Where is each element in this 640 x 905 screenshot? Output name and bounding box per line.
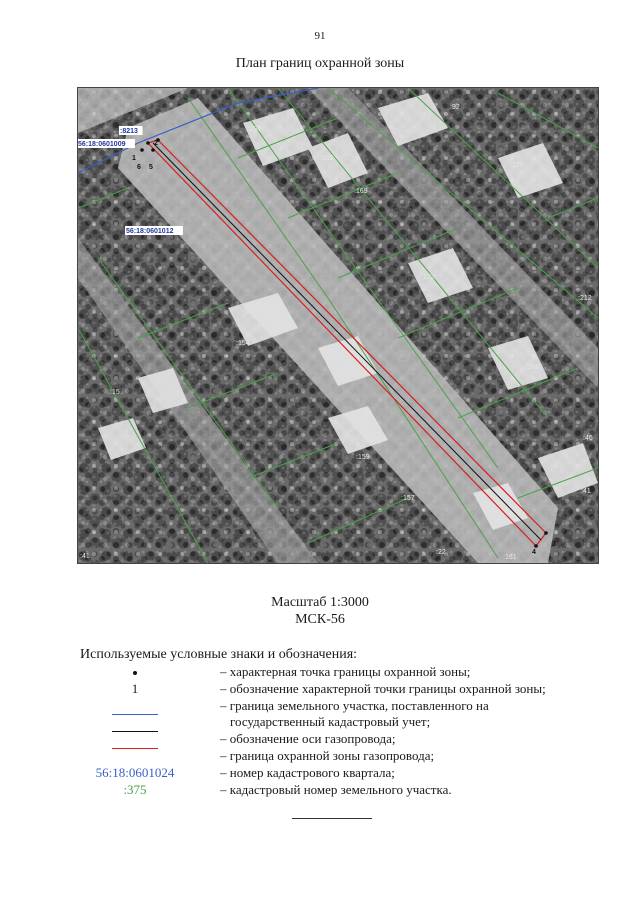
parcel-label: :159 (356, 454, 370, 461)
point-label: 1 (132, 155, 136, 162)
legend-desc: – номер кадастрового квартала; (220, 765, 395, 780)
legend-item-zone (80, 748, 620, 764)
legend-symbol-text: 56:18:0601024 (95, 765, 175, 780)
point-label: 4 (532, 549, 536, 556)
parcel-label: :41 (80, 553, 90, 560)
parcel-label: :231 (248, 126, 262, 133)
parcel-label: :157 (401, 495, 415, 502)
parcel-label: :154 (236, 340, 250, 347)
quarter-label: 56:18:0601012 (126, 228, 174, 235)
legend-item-point-label (80, 681, 620, 697)
quarter-label: 56:18:0601009 (78, 141, 126, 148)
legend-desc: – обозначение оси газопровода; (220, 731, 396, 746)
blue-line-icon (112, 714, 158, 715)
legend-item-point (80, 664, 620, 680)
plan-title: План границ охранной зоны (235, 56, 405, 71)
legend-item-parcel-b (80, 714, 620, 730)
point-label: 3 (552, 541, 556, 548)
legend-desc: – кадастровый номер земельного участка. (220, 782, 452, 797)
legend-desc: государственный кадастровый учет; (230, 714, 431, 729)
parcel-label: :162 (320, 155, 334, 162)
scale-text: Масштаб 1:3000 (271, 595, 369, 610)
legend-desc: – характерная точка границы охранной зоны; (220, 664, 471, 679)
legend-desc: – обозначение характерной точки границы охранной зоны; (220, 681, 546, 696)
legend-symbol-text: 1 (131, 681, 139, 696)
scale-block (0, 594, 640, 628)
parcel-label: :22 (436, 549, 446, 556)
parcel-label: :92 (450, 104, 460, 111)
parcel-label: :46 (583, 435, 593, 442)
parcel-label: :15 (110, 389, 120, 396)
black-line-icon (112, 731, 158, 732)
aerial-map[interactable] (78, 88, 598, 563)
quarter-label-short: :8213 (120, 128, 138, 135)
point-label: 5 (149, 164, 153, 171)
page-number: 91 (314, 30, 326, 42)
red-line-icon (112, 748, 158, 749)
parcel-label: :41 (581, 488, 591, 495)
legend-desc: – граница охранной зоны газопровода; (220, 748, 435, 763)
parcel-label: :160 (526, 364, 540, 371)
crs-text: МСК-56 (295, 612, 345, 627)
legend-item-quarter (80, 765, 620, 781)
parcel-label: :161 (503, 554, 517, 561)
footer-rule (292, 818, 372, 819)
legend-symbol-text: :375 (123, 782, 147, 797)
point-label: 2 (154, 140, 158, 147)
legend-symbol-dot (80, 664, 190, 680)
parcel-label: :172 (421, 274, 435, 281)
parcel-label: :212 (578, 295, 592, 302)
parcel-label: :169 (354, 188, 368, 195)
point-dot-icon (133, 671, 137, 675)
legend-item-axis (80, 731, 620, 747)
legend-heading: Используемые условные знаки и обозначения: (80, 647, 358, 662)
point-label: 6 (137, 164, 141, 171)
parcel-label: :176 (510, 162, 524, 169)
legend-desc: – граница земельного участка, поставленного на (220, 698, 489, 713)
map-frame[interactable] (77, 87, 599, 564)
legend-item-parcel-number (80, 782, 620, 798)
legend-item-parcel-a (80, 698, 620, 714)
